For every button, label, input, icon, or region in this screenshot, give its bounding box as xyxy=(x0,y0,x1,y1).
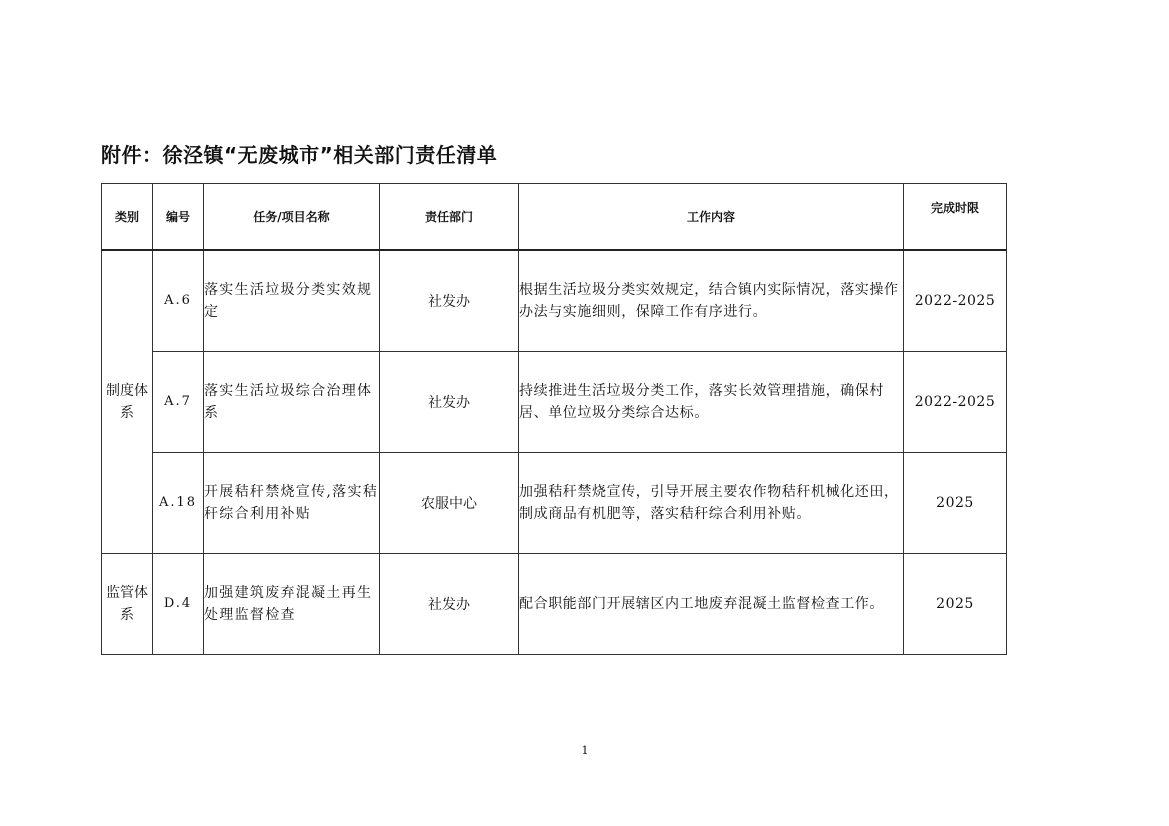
work-content-cell: 加强秸秆禁烧宣传，引导开展主要农作物秸秆机械化还田，制成商品有机肥等，落实秸秆综合利用补贴。 xyxy=(519,452,904,553)
department-cell: 社发办 xyxy=(380,553,519,654)
code-cell: D.4 xyxy=(153,553,204,654)
work-content-cell: 持续推进生活垃圾分类工作，落实长效管理措施，确保村居、单位垃圾分类综合达标。 xyxy=(519,351,904,452)
table-header-row xyxy=(102,184,1007,251)
responsibility-table xyxy=(101,183,1007,655)
department-cell: 社发办 xyxy=(380,250,519,351)
work-content-cell: 根据生活垃圾分类实效规定，结合镇内实际情况，落实操作办法与实施细则，保障工作有序进行。 xyxy=(519,250,904,351)
category-cell: 制度体系 xyxy=(102,250,153,553)
table-row xyxy=(102,452,1007,553)
table-row xyxy=(102,553,1007,654)
task-cell: 落实生活垃圾综合治理体系 xyxy=(204,351,380,452)
table-row xyxy=(102,250,1007,351)
task-cell: 开展秸秆禁烧宣传,落实秸秆综合利用补贴 xyxy=(204,452,380,553)
header-department: 责任部门 xyxy=(380,184,519,251)
department-cell: 社发办 xyxy=(380,351,519,452)
code-cell: A.6 xyxy=(153,250,204,351)
header-deadline: 完成时限 xyxy=(904,184,1007,251)
department-cell: 农服中心 xyxy=(380,452,519,553)
category-cell: 监管体系 xyxy=(102,553,153,654)
deadline-cell: 2025 xyxy=(904,553,1007,654)
code-cell: A.7 xyxy=(153,351,204,452)
deadline-cell: 2022-2025 xyxy=(904,351,1007,452)
deadline-cell: 2025 xyxy=(904,452,1007,553)
task-cell: 加强建筑废弃混凝土再生处理监督检查 xyxy=(204,553,380,654)
header-task: 任务/项目名称 xyxy=(204,184,380,251)
page-number: 1 xyxy=(581,744,589,757)
header-code: 编号 xyxy=(153,184,204,251)
table-row xyxy=(102,351,1007,452)
header-category: 类别 xyxy=(102,184,153,251)
task-cell: 落实生活垃圾分类实效规定 xyxy=(204,250,380,351)
header-work: 工作内容 xyxy=(519,184,904,251)
code-cell: A.18 xyxy=(153,452,204,553)
deadline-cell: 2022-2025 xyxy=(904,250,1007,351)
work-content-cell: 配合职能部门开展辖区内工地废弃混凝土监督检查工作。 xyxy=(519,553,904,654)
document-title: 附件：徐泾镇“无废城市”相关部门责任清单 xyxy=(101,143,498,167)
